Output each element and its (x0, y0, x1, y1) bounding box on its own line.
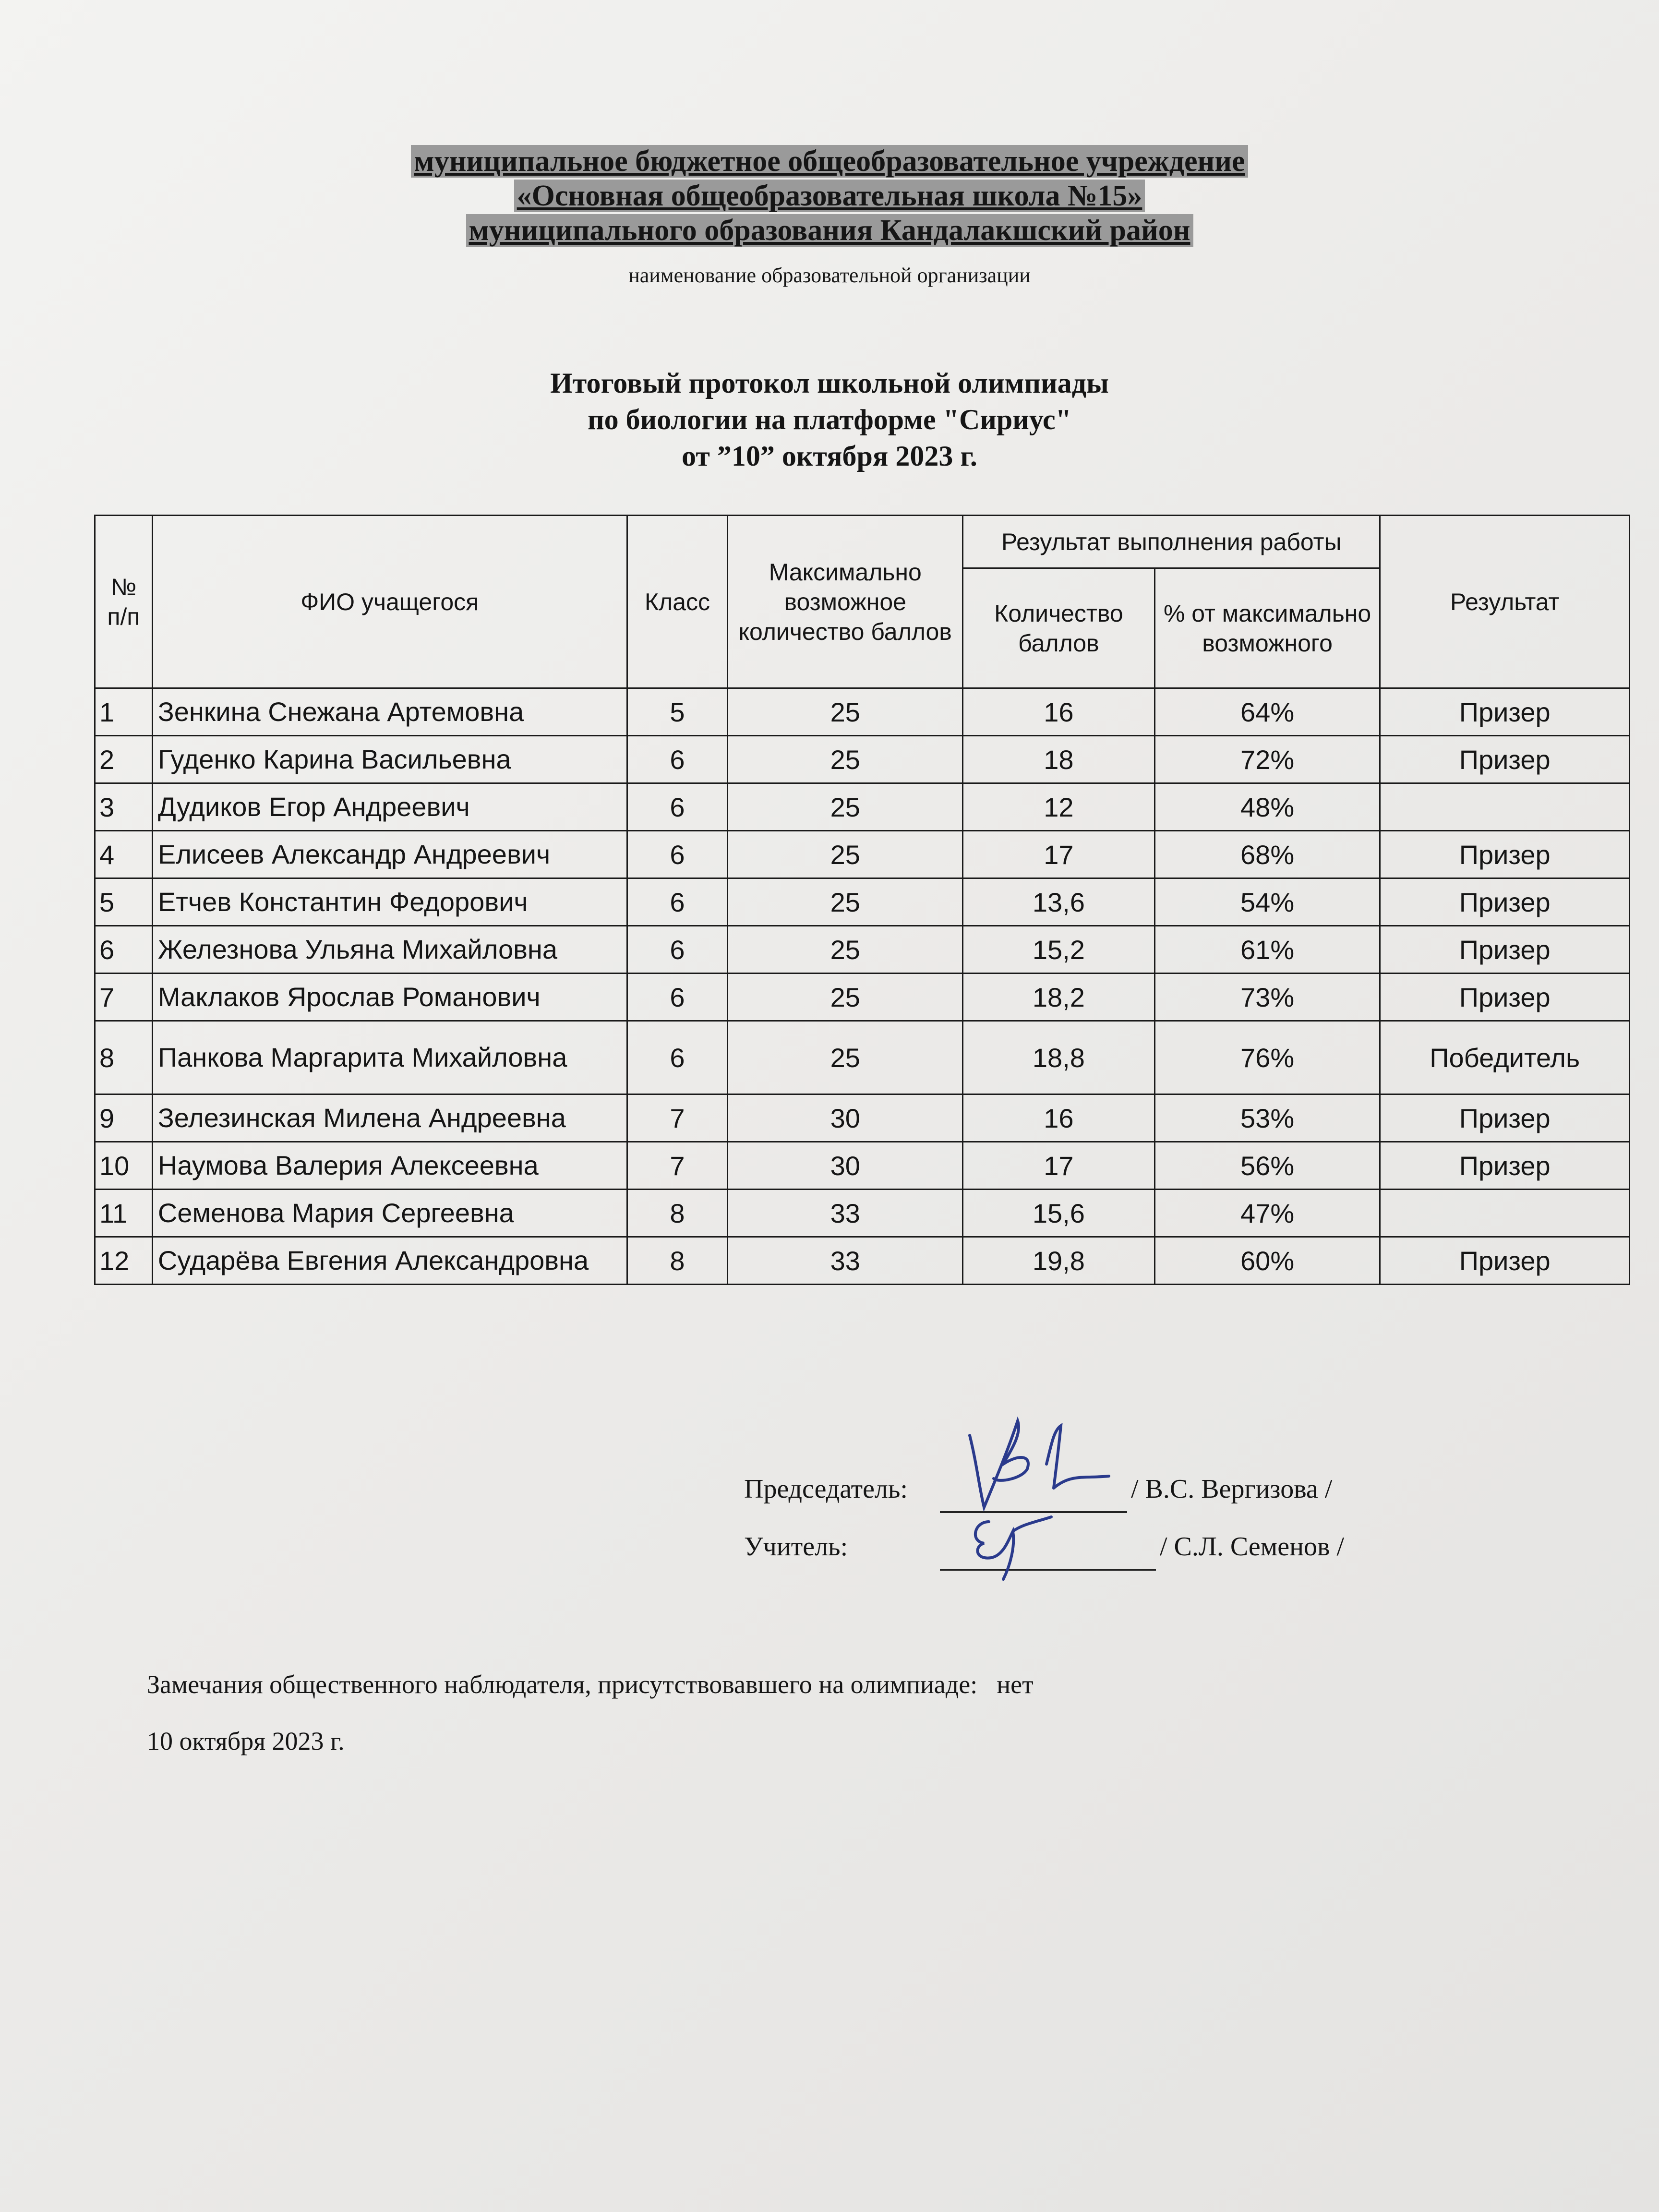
row-number: 3 (95, 783, 153, 831)
row-number: 8 (95, 1021, 153, 1094)
student-name: Семенова Мария Сергеевна (152, 1190, 627, 1237)
result: Призер (1380, 831, 1630, 878)
row-number: 11 (95, 1190, 153, 1237)
percent: 60% (1154, 1237, 1380, 1285)
document-date: 10 октября 2023 г. (147, 1727, 345, 1755)
teacher-name: / С.Л. Семенов / (1160, 1532, 1345, 1562)
max-score: 25 (728, 831, 963, 878)
student-class: 6 (627, 736, 728, 783)
results-table (94, 515, 1630, 1285)
table-row (95, 1237, 1630, 1285)
result: Призер (1380, 974, 1630, 1021)
signature-stroke (970, 1421, 1109, 1507)
result (1380, 783, 1630, 831)
remarks-value: нет (997, 1670, 1034, 1699)
result: Призер (1380, 926, 1630, 974)
student-name: Сударёва Евгения Александровна (152, 1237, 627, 1285)
student-name: Етчев Константин Федорович (152, 878, 627, 926)
student-name: Дудиков Егор Андреевич (152, 783, 627, 831)
result: Призер (1380, 1142, 1630, 1190)
title-line-2: по биологии на платформе "Сириус" (588, 404, 1071, 435)
chair-label: Председатель: (744, 1474, 908, 1504)
result (1380, 1190, 1630, 1237)
score: 12 (963, 783, 1155, 831)
title-line-1: Итоговый протокол школьной олимпиады (550, 367, 1109, 399)
header-percent: % от максимально возможного (1154, 568, 1380, 688)
max-score: 30 (728, 1142, 963, 1190)
row-number: 12 (95, 1237, 153, 1285)
student-class: 7 (627, 1094, 728, 1142)
max-score: 25 (728, 736, 963, 783)
table-row (95, 736, 1630, 783)
result: Призер (1380, 688, 1630, 736)
max-score: 25 (728, 974, 963, 1021)
percent: 61% (1154, 926, 1380, 974)
student-name: Зелезинская Милена Андреевна (152, 1094, 627, 1142)
student-name: Зенкина Снежана Артемовна (152, 688, 627, 736)
teacher-signature (955, 1503, 1080, 1584)
table-row (95, 688, 1630, 736)
organization-header (0, 144, 1659, 248)
student-name: Железнова Ульяна Михайловна (152, 926, 627, 974)
header-number: № п/п (95, 516, 153, 688)
header-result-group: Результат выполнения работы (963, 516, 1380, 568)
score: 15,2 (963, 926, 1155, 974)
org-line-2: «Основная общеобразовательная школа №15» (514, 180, 1145, 212)
score: 15,6 (963, 1190, 1155, 1237)
max-score: 33 (728, 1190, 963, 1237)
remarks-label: Замечания общественного наблюдателя, присутствовавшего на олимпиаде: (147, 1670, 978, 1699)
table-row (95, 926, 1630, 974)
row-number: 9 (95, 1094, 153, 1142)
table-row (95, 783, 1630, 831)
student-class: 6 (627, 974, 728, 1021)
max-score: 25 (728, 1021, 963, 1094)
table-row (95, 1021, 1630, 1094)
table-row (95, 1190, 1630, 1237)
chair-name: / В.С. Вергизова / (1131, 1474, 1333, 1504)
student-class: 5 (627, 688, 728, 736)
score: 13,6 (963, 878, 1155, 926)
percent: 53% (1154, 1094, 1380, 1142)
max-score: 33 (728, 1237, 963, 1285)
percent: 68% (1154, 831, 1380, 878)
observer-remarks (147, 1670, 1034, 1699)
result: Призер (1380, 736, 1630, 783)
header-score: Количество баллов (963, 568, 1155, 688)
table-row (95, 974, 1630, 1021)
document-title (0, 365, 1659, 474)
results-body (95, 688, 1630, 1285)
row-number: 10 (95, 1142, 153, 1190)
student-class: 8 (627, 1190, 728, 1237)
max-score: 25 (728, 688, 963, 736)
row-number: 6 (95, 926, 153, 974)
header-result: Результат (1380, 516, 1630, 688)
max-score: 25 (728, 878, 963, 926)
student-name: Маклаков Ярослав Романович (152, 974, 627, 1021)
score: 18,8 (963, 1021, 1155, 1094)
score: 18,2 (963, 974, 1155, 1021)
percent: 76% (1154, 1021, 1380, 1094)
org-line-3: муниципального образования Кандалакшский район (466, 214, 1193, 247)
student-name: Елисеев Александр Андреевич (152, 831, 627, 878)
student-class: 8 (627, 1237, 728, 1285)
student-class: 6 (627, 878, 728, 926)
student-class: 7 (627, 1142, 728, 1190)
table-row (95, 831, 1630, 878)
student-class: 6 (627, 831, 728, 878)
max-score: 25 (728, 783, 963, 831)
student-class: 6 (627, 926, 728, 974)
header-name: ФИО учащегося (152, 516, 627, 688)
chair-signature (950, 1407, 1133, 1517)
student-class: 6 (627, 783, 728, 831)
max-score: 30 (728, 1094, 963, 1142)
result: Призер (1380, 1237, 1630, 1285)
percent: 56% (1154, 1142, 1380, 1190)
header-class: Класс (627, 516, 728, 688)
score: 18 (963, 736, 1155, 783)
teacher-label: Учитель: (744, 1532, 848, 1562)
table-row (95, 1094, 1630, 1142)
signature-stroke (975, 1517, 1051, 1579)
student-name: Гуденко Карина Васильевна (152, 736, 627, 783)
student-name: Наумова Валерия Алексеевна (152, 1142, 627, 1190)
percent: 73% (1154, 974, 1380, 1021)
org-line-1: муниципальное бюджетное общеобразовательное учреждение (411, 145, 1248, 178)
max-score: 25 (728, 926, 963, 974)
row-number: 1 (95, 688, 153, 736)
score: 16 (963, 688, 1155, 736)
score: 16 (963, 1094, 1155, 1142)
score: 17 (963, 1142, 1155, 1190)
percent: 54% (1154, 878, 1380, 926)
student-name: Панкова Маргарита Михайловна (152, 1021, 627, 1094)
row-number: 4 (95, 831, 153, 878)
percent: 47% (1154, 1190, 1380, 1237)
percent: 64% (1154, 688, 1380, 736)
result: Призер (1380, 878, 1630, 926)
score: 17 (963, 831, 1155, 878)
result: Призер (1380, 1094, 1630, 1142)
table-row (95, 878, 1630, 926)
student-class: 6 (627, 1021, 728, 1094)
table-row (95, 1142, 1630, 1190)
row-number: 2 (95, 736, 153, 783)
title-line-3: от ”10” октября 2023 г. (682, 440, 977, 472)
org-caption: наименование образовательной организации (628, 264, 1031, 287)
score: 19,8 (963, 1237, 1155, 1285)
result: Победитель (1380, 1021, 1630, 1094)
percent: 72% (1154, 736, 1380, 783)
header-max-score: Максимально возможное количество баллов (728, 516, 963, 688)
percent: 48% (1154, 783, 1380, 831)
row-number: 7 (95, 974, 153, 1021)
row-number: 5 (95, 878, 153, 926)
